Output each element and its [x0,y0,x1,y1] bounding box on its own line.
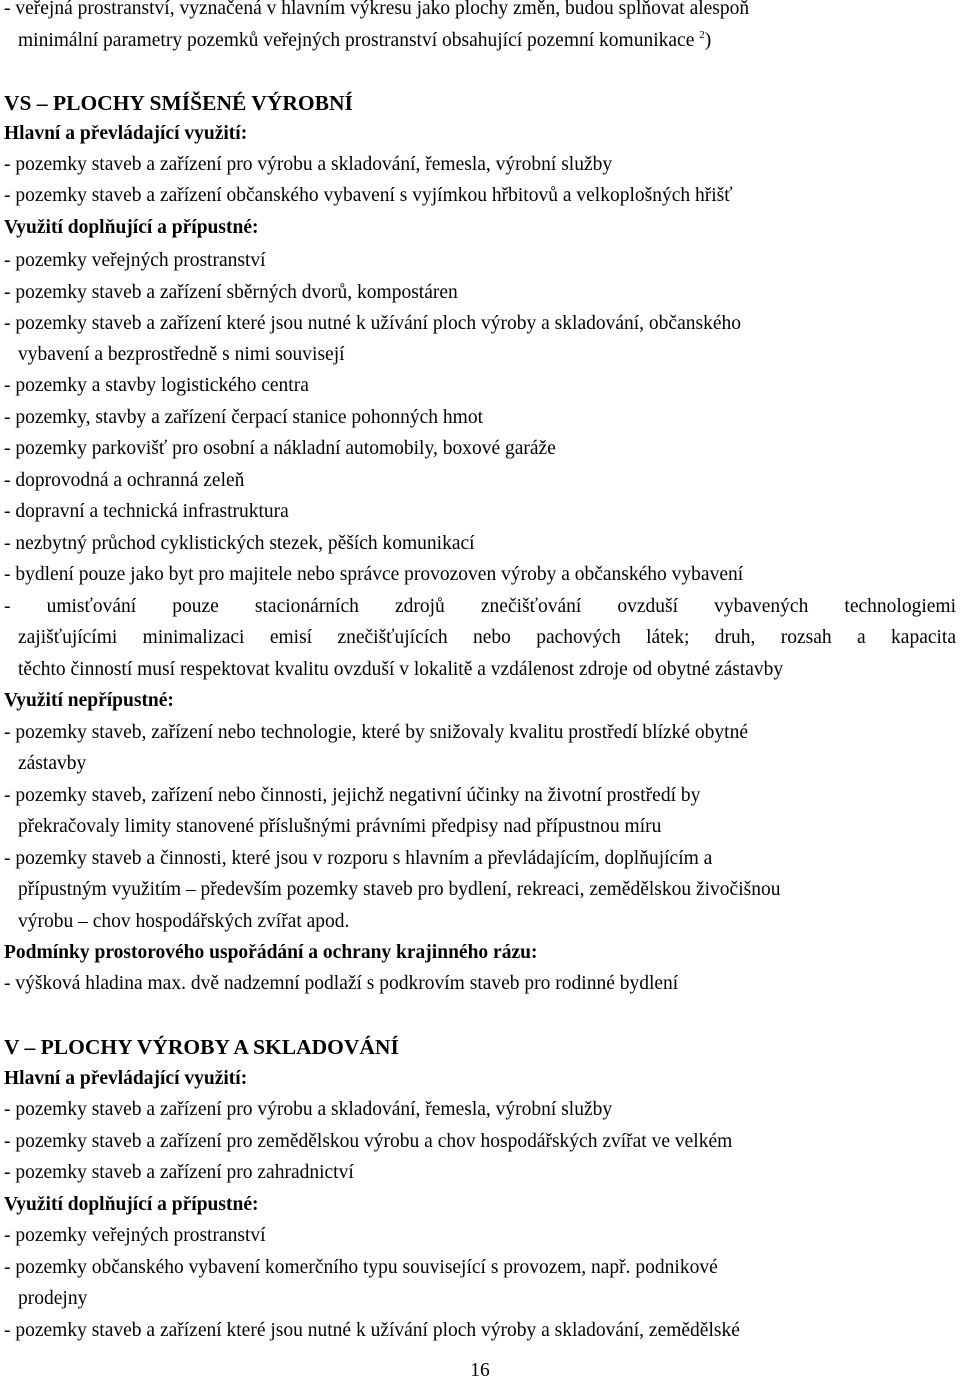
v-supp-item-cont: prodejny [18,1288,88,1309]
vs-main-item: - pozemky staveb a zařízení pro výrobu a skladování, řemesla, výrobní služby [4,154,613,175]
v-main-item: - pozemky staveb a zařízení pro zahradnictví [4,1162,354,1183]
v-supp-item: - pozemky veřejných prostranství [4,1225,266,1246]
vs-forbid-item: - pozemky staveb, zařízení nebo činnosti, jejichž negativní účinky na životní prostředí by [4,785,701,806]
vs-supp-item-cont: vybavení a bezprostředně s nimi souvisejí [18,344,345,365]
vs-supp-item: - pozemky parkovišť pro osobní a nákladní automobily, boxové garáže [4,438,556,459]
v-main-heading: Hlavní a převládající využití: [4,1068,248,1089]
vs-forbid-heading: Využití nepřípustné: [4,690,174,711]
vs-forbid-item: - pozemky staveb a činnosti, které jsou v rozporu s hlavním a převládajícím, doplňujícím a [4,848,713,869]
vs-forbid-item-cont: zástavby [18,753,87,774]
vs-supp-item: - pozemky a stavby logistického centra [4,375,309,396]
vs-forbid-item: - pozemky staveb, zařízení nebo technologie, které by snižovaly kvalitu prostředí blízké obytné [4,722,749,743]
vs-main-heading: Hlavní a převládající využití: [4,123,248,144]
vs-section-title: VS – PLOCHY SMÍŠENÉ VÝROBNÍ [4,91,353,115]
vs-forbid-item-cont: přípustným využitím – především pozemky staveb pro bydlení, rekreaci, zemědělskou živočišnou [18,879,781,900]
vs-supp-item: - dopravní a technická infrastruktura [4,501,289,522]
intro-line-2 [18,29,711,53]
v-supp-item: - pozemky staveb a zařízení které jsou nutné k užívání ploch výroby a skladování, zemědělské [4,1320,740,1341]
vs-supp-heading: Využití doplňující a přípustné: [4,217,259,238]
v-supp-heading: Využití doplňující a přípustné: [4,1194,259,1215]
vs-forbid-item-cont: výrobu – chov hospodářských zvířat apod. [18,911,350,932]
vs-main-item: - pozemky staveb a zařízení občanského vybavení s vyjímkou hřbitovů a velkoplošných hřišť [4,185,733,206]
vs-supp-item: - doprovodná a ochranná zeleň [4,470,245,491]
vs-supp-item: - umisťování pouze stacionárních zdrojů znečišťování ovzduší vybavených technologiemi [4,596,956,617]
vs-forbid-item-cont: překračovaly limity stanovené příslušnými právními předpisy nad přípustnou míru [18,816,662,837]
vs-supp-item: - nezbytný průchod cyklistických stezek, pěších komunikací [4,533,475,554]
vs-supp-item: - pozemky veřejných prostranství [4,250,266,271]
vs-supp-item: - pozemky staveb a zařízení které jsou nutné k užívání ploch výroby a skladování, občanského [4,313,741,334]
v-section-title: V – PLOCHY VÝROBY A SKLADOVÁNÍ [4,1035,399,1059]
intro-line-1: - veřejná prostranství, vyznačená v hlavním výkresu jako plochy změn, budou splňovat alespoň [4,0,750,19]
footnote-ref: 2 [699,29,705,41]
v-main-item: - pozemky staveb a zařízení pro zemědělskou výrobu a chov hospodářských zvířat ve velkém [4,1131,733,1152]
intro-line-2-text: minimální parametry pozemků veřejných prostranství obsahující pozemní komunikace [18,30,695,51]
vs-supp-item-cont: zajišťujícími minimalizaci emisí znečišťujících nebo pachových látek; druh, rozsah a kapacita [18,627,956,648]
v-main-item: - pozemky staveb a zařízení pro výrobu a skladování, řemesla, výrobní služby [4,1099,613,1120]
vs-conditions-item: - výšková hladina max. dvě nadzemní podlaží s podkrovím staveb pro rodinné bydlení [4,973,679,994]
intro-line-2-end: ) [704,30,712,51]
vs-supp-item: - bydlení pouze jako byt pro majitele nebo správce provozoven výroby a občanského vybavení [4,564,744,585]
v-supp-item: - pozemky občanského vybavení komerčního typu související s provozem, např. podnikové [4,1257,718,1278]
vs-supp-item-cont: těchto činností musí respektovat kvalitu ovzduší v lokalitě a vzdálenost zdroje od obytné zástavby [18,659,784,680]
vs-supp-item: - pozemky staveb a zařízení sběrných dvorů, kompostáren [4,282,458,303]
vs-supp-item: - pozemky, stavby a zařízení čerpací stanice pohonných hmot [4,407,484,428]
page-number: 16 [470,1360,490,1381]
vs-conditions-heading: Podmínky prostorového uspořádání a ochrany krajinného rázu: [4,942,538,963]
